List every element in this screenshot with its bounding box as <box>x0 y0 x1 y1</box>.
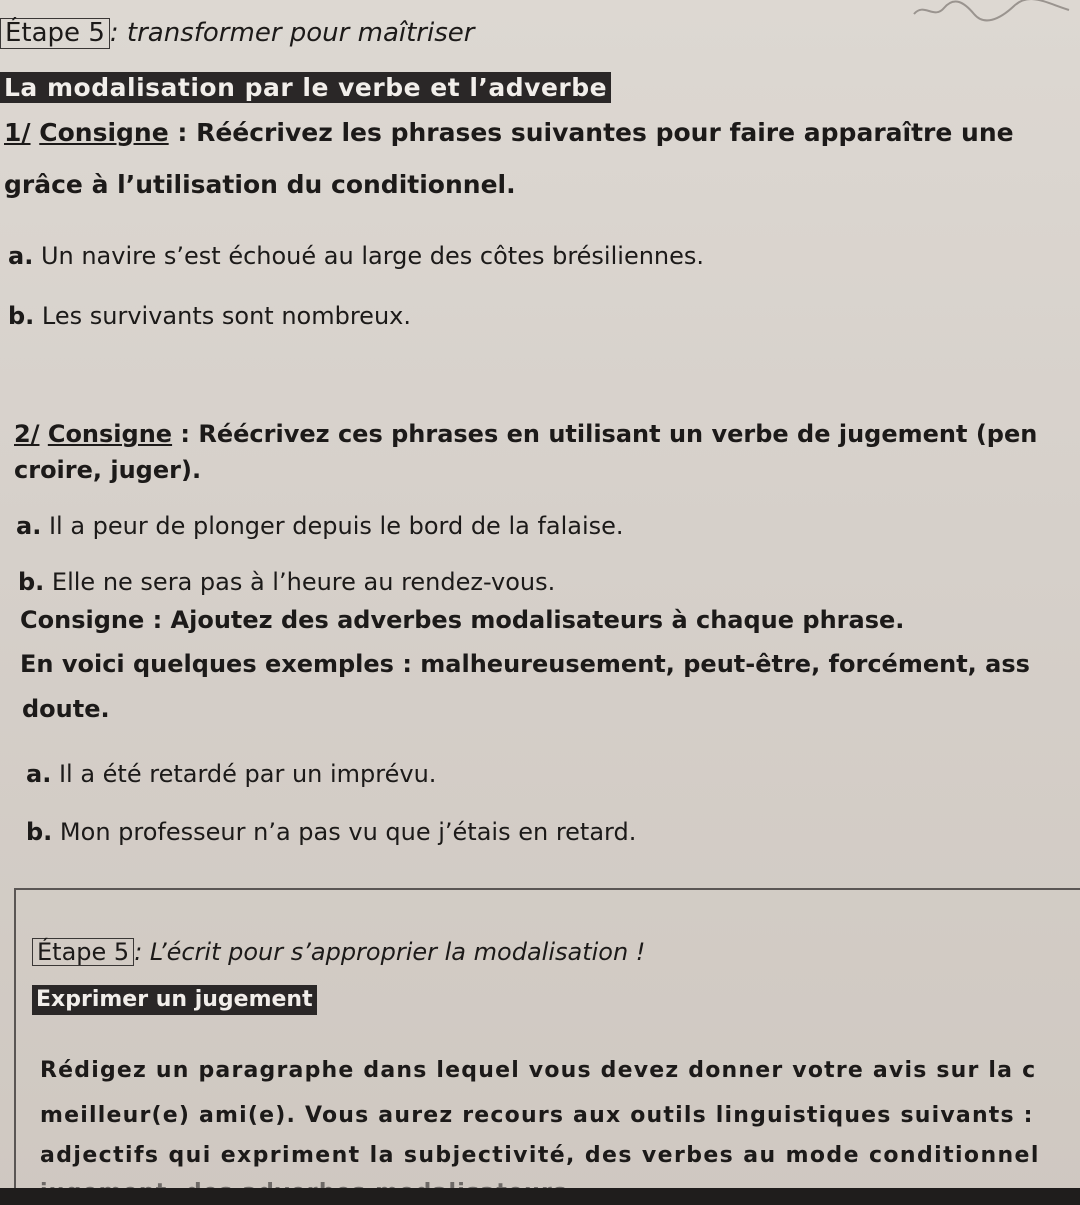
section1-header <box>0 18 474 49</box>
exercise3-item-a <box>26 760 436 788</box>
step-label: Étape 5 <box>0 18 110 49</box>
exercise1-instruction <box>4 118 1014 147</box>
section2-paragraph-line2: meilleur(e) ami(e). Vous aurez recours aux outils linguistiques suivants : <box>40 1103 1034 1128</box>
box-left-border <box>14 888 16 1188</box>
item-letter: b. <box>8 302 35 330</box>
step-label: Étape 5 <box>32 938 134 966</box>
exercise2-instruction-line1: : Réécrivez ces phrases en utilisant un verbe de jugement (pen <box>172 420 1038 448</box>
exercise2-instruction-line2: croire, juger). <box>14 456 202 484</box>
exercise2-consigne-label: Consigne <box>47 420 173 448</box>
exercise2-instruction <box>14 420 1037 448</box>
section1-banner: La modalisation par le verbe et l’adverbe <box>0 72 611 103</box>
item-letter: a. <box>26 760 52 788</box>
item-text: Elle ne sera pas à l’heure au rendez-vous. <box>44 568 556 596</box>
box-top-border <box>14 888 1080 890</box>
exercise3-item-b <box>26 818 636 846</box>
item-text: Il a été retardé par un imprévu. <box>51 760 437 788</box>
item-text: Un navire s’est échoué au large des côtes brésiliennes. <box>33 242 705 270</box>
step-title: : L’écrit pour s’approprier la modalisation ! <box>134 938 646 966</box>
item-letter: b. <box>26 818 53 846</box>
step-title: : transformer pour maîtriser <box>109 18 475 48</box>
item-letter: a. <box>16 512 42 540</box>
section2-header <box>32 938 645 966</box>
section2-paragraph-line3: adjectifs qui expriment la subjectivité, des verbes au mode conditionnel <box>40 1143 1040 1168</box>
section2-paragraph-line1: Rédigez un paragraphe dans lequel vous devez donner votre avis sur la c <box>40 1058 1037 1083</box>
exercise3-instruction-line1: Consigne : Ajoutez des adverbes modalisateurs à chaque phrase. <box>20 606 905 634</box>
handwritten-scribble <box>904 0 1074 22</box>
item-text: Mon professeur n’a pas vu que j’étais en retard. <box>52 818 637 846</box>
item-text: Les survivants sont nombreux. <box>34 302 411 330</box>
section2-banner: Exprimer un jugement <box>32 985 317 1015</box>
item-letter: b. <box>18 568 45 596</box>
item-text: Il a peur de plonger depuis le bord de la falaise. <box>41 512 624 540</box>
exercise1-consigne-label: Consigne <box>39 118 169 147</box>
exercise1-item-b <box>8 302 411 330</box>
exercise1-item-a <box>8 242 704 270</box>
exercise2-item-a <box>16 512 624 540</box>
photo-bottom-edge <box>0 1188 1080 1205</box>
exercise2-number: 2/ <box>14 420 40 448</box>
exercise3-instruction-line2: En voici quelques exemples : malheureusement, peut-être, forcément, ass <box>20 650 1030 678</box>
item-letter: a. <box>8 242 34 270</box>
exercise2-item-b <box>18 568 555 596</box>
exercise3-instruction-line3: doute. <box>22 695 110 723</box>
exercise1-number: 1/ <box>4 118 31 147</box>
exercise1-instruction-line2: grâce à l’utilisation du conditionnel. <box>4 170 516 199</box>
exercise1-instruction-line1: : Réécrivez les phrases suivantes pour faire apparaître une <box>168 118 1014 147</box>
